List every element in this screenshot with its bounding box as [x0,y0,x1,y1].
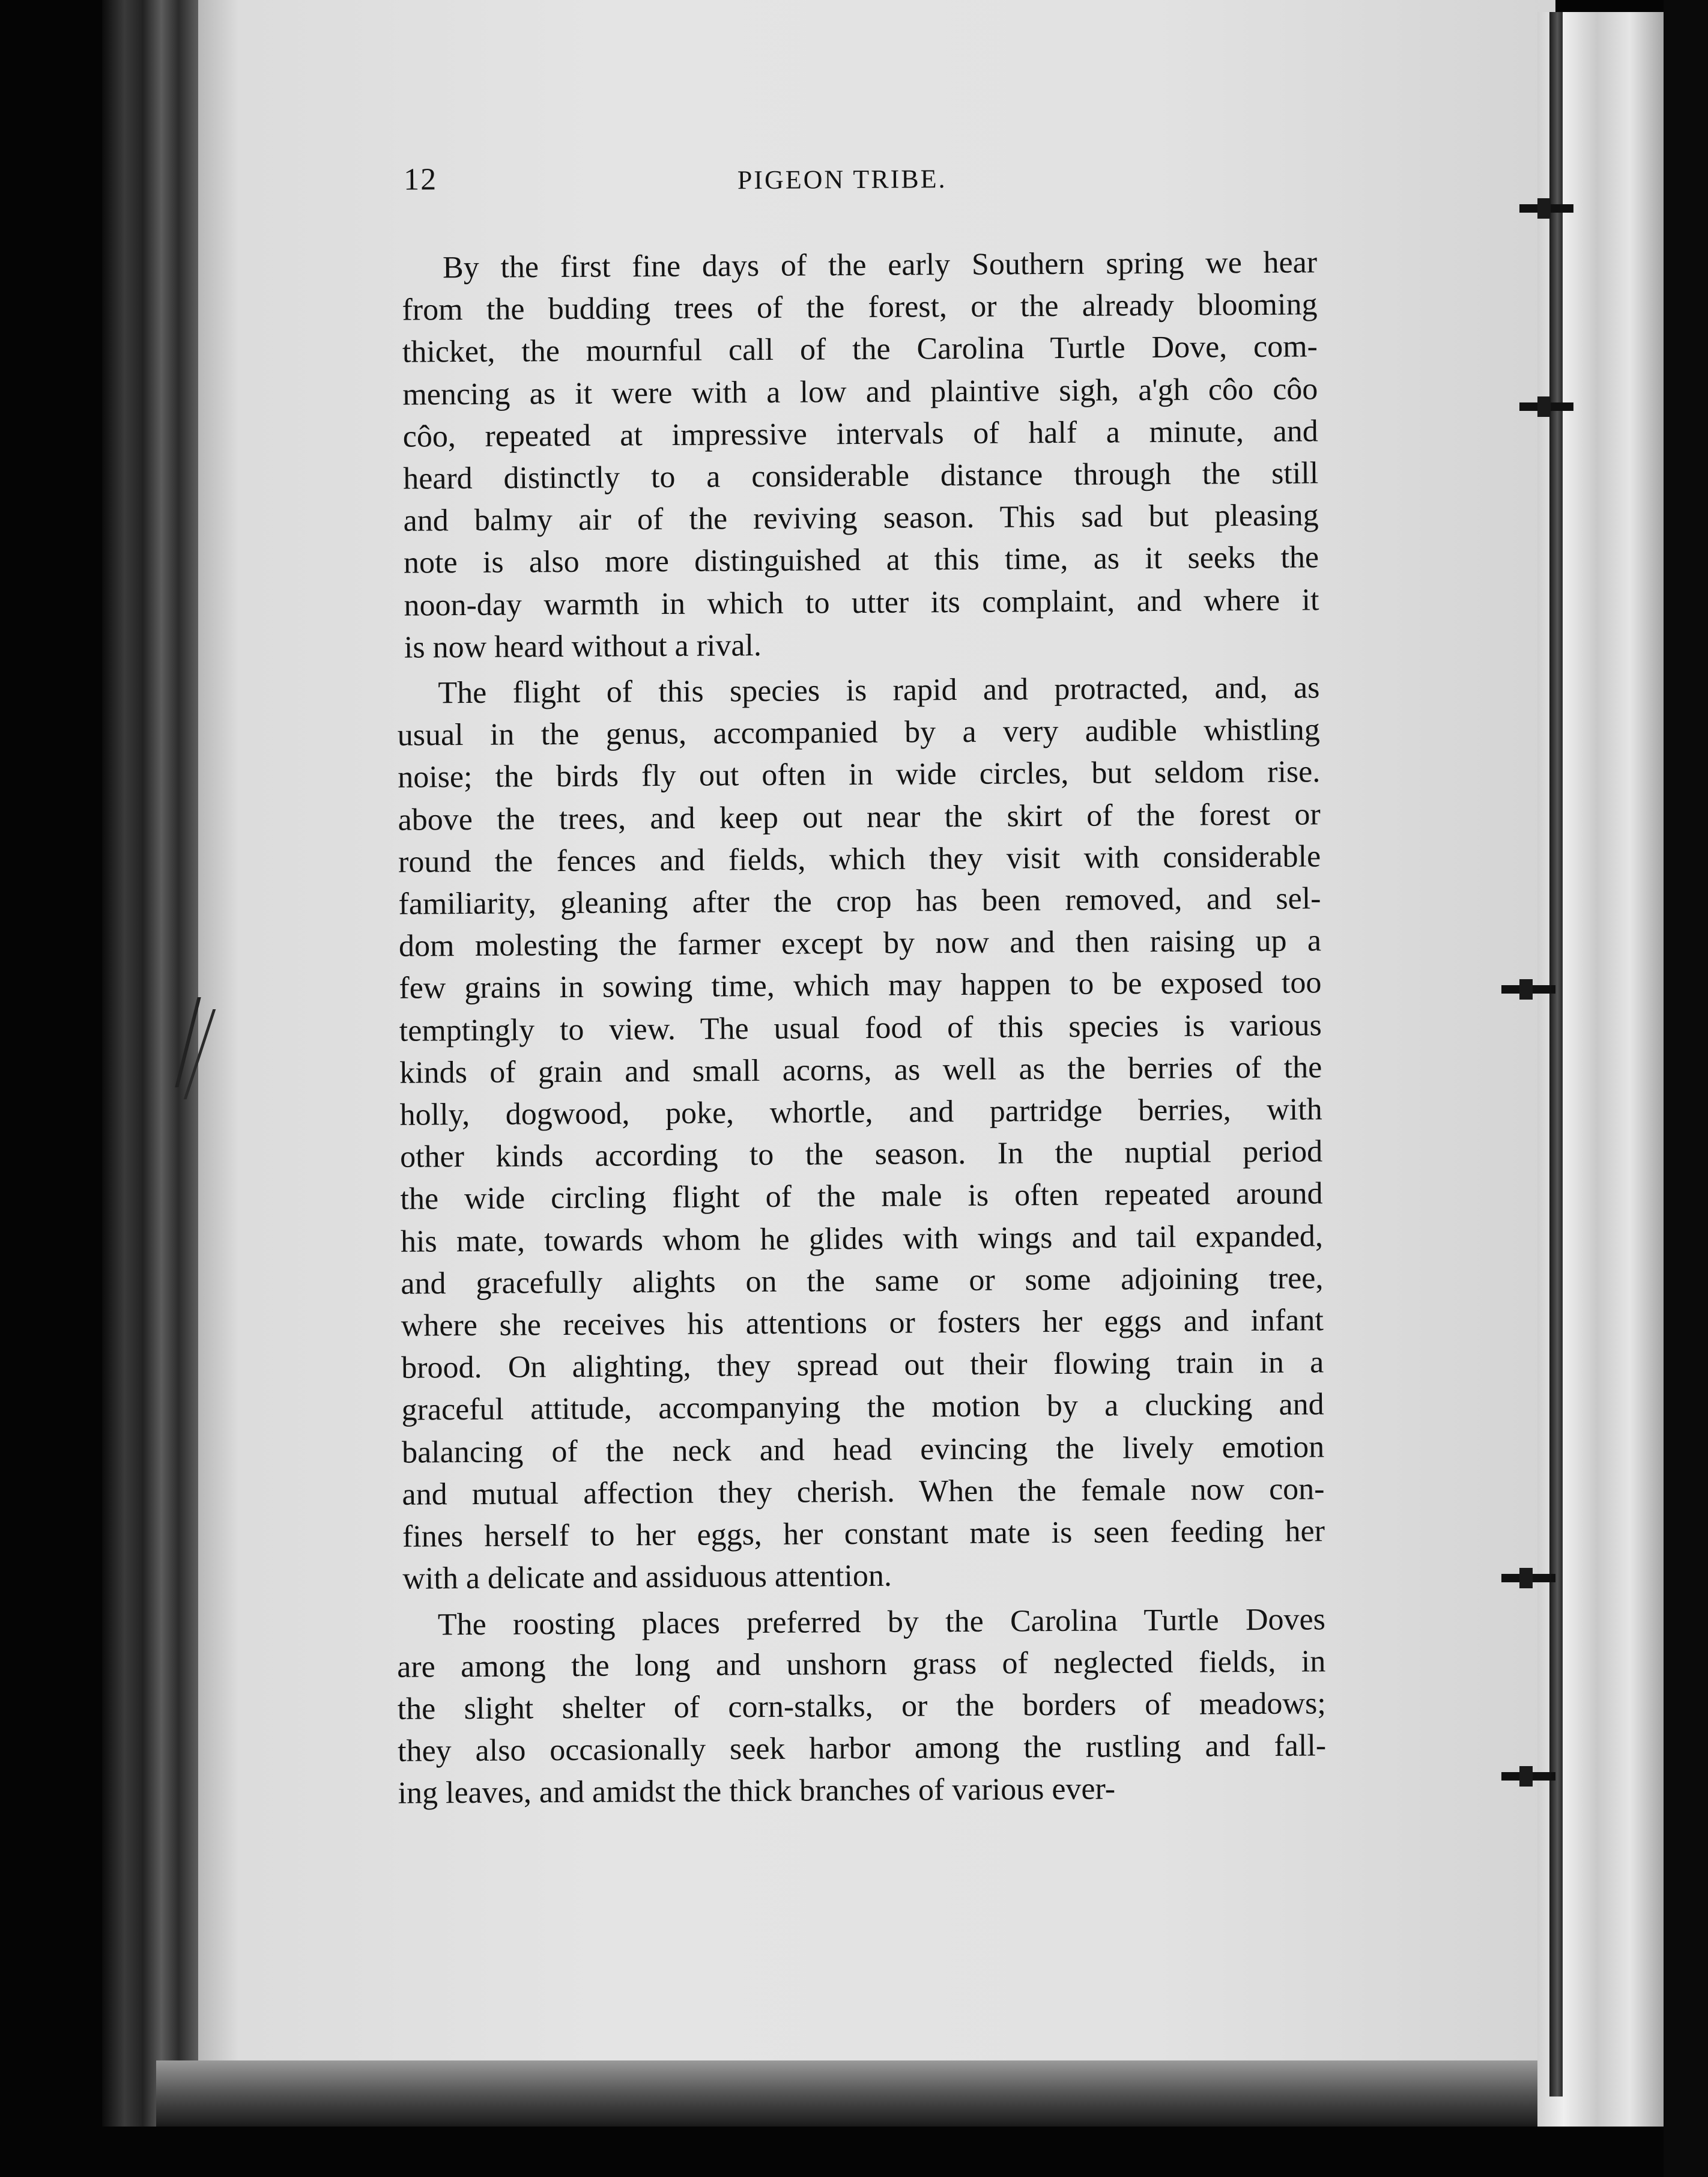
text-line: côo, repeated at impressive intervals of half a minute, and [402,414,1318,454]
text-line: few grains in sowing time, which may happen to be exposed too [399,965,1322,1006]
binding-clip-icon [1519,204,1573,213]
binding-clip-icon [1519,402,1573,411]
text-line: balancing of the neck and head evincing the lively emotion [401,1429,1325,1470]
text-line: The roosting places preferred by the Carolina Turtle Doves [437,1602,1326,1642]
text-line: is now heard without a rival. [404,628,762,665]
text-line: usual in the genus, accompanied by a very audible whistling [397,712,1320,753]
text-line: the slight shelter of corn-stalks, or the borders of meadows; [397,1686,1326,1726]
binding-edge [1549,12,1563,2097]
text-line: his mate, towards whom he glides with wings and tail expanded, [400,1218,1324,1259]
text-line: heard distinctly to a considerable distance through the still [403,456,1319,496]
text-line: kinds of grain and small acorns, as well as the berries of the [399,1050,1322,1090]
binding-clip-icon [1501,1772,1555,1781]
text-line: above the trees, and keep out near the skirt of the forest or [398,797,1321,837]
text-line: graceful attitude, accompanying the motion by a clucking and [401,1387,1324,1428]
text-line: ing leaves, and amidst the thick branches of various ever- [398,1772,1116,1811]
text-line: and mutual affection they cherish. When the female now con- [402,1472,1325,1512]
page-content [368,156,1327,1815]
text-line: and balmy air of the reviving season. This sad but pleasing [403,498,1319,538]
text-line: thicket, the mournful call of the Carolina Turtle Dove, com- [402,329,1318,370]
text-line: and gracefully alights on the same or some adjoining tree, [401,1261,1324,1301]
paragraph [377,1599,1327,1815]
page-header [368,156,1317,216]
text-line: noise; the birds fly out often in wide circles, but seldom rise. [398,755,1321,795]
text-line: fines herself to her eggs, her constant mate is seen feeding her [402,1514,1325,1554]
text-line: The flight of this species is rapid and protracted, and, as [438,670,1320,711]
scan-frame-edge [1664,0,1708,2177]
text-line: from the budding trees of the forest, or the already blooming [402,287,1318,327]
text-line: temptingly to view. The usual food of this species is various [399,1007,1322,1048]
text-line: with a delicate and assiduous attention. [402,1559,892,1596]
text-line: the wide circling flight of the male is often repeated around [400,1176,1323,1217]
text-line: they also occasionally seek harbor among the rustling and fall- [397,1728,1327,1769]
running-title: PIGEON TRIBE. [737,164,947,195]
binding-clip-icon [1501,1574,1555,1582]
text-line: brood. On alighting, they spread out their flowing train in a [401,1345,1324,1385]
page-number: 12 [404,162,438,197]
text-line: note is also more distinguished at this time, as it seeks the [403,540,1319,581]
paragraph [368,241,1319,669]
text-line: By the first fine days of the early Southern spring we hear [442,245,1318,285]
paragraph [371,667,1325,1600]
text-line: other kinds according to the season. In the nuptial period [399,1134,1323,1174]
text-line: holly, dogwood, poke, whortle, and partridge berries, with [399,1092,1322,1132]
page-bottom-shadow [156,2060,1555,2127]
text-line: familiarity, gleaning after the crop has been removed, and sel- [398,881,1321,922]
text-line: are among the long and unshorn grass of neglected fields, in [397,1644,1326,1684]
text-line: noon-day warmth in which to utter its complaint, and where it [404,582,1319,623]
text-line: dom molesting the farmer except by now and then raising up a [398,923,1322,964]
binding-clip-icon [1501,985,1555,994]
text-line: mencing as it were with a low and plaintive sigh, a'gh côo côo [402,371,1318,412]
text-line: round the fences and fields, which they visit with considerable [398,839,1321,879]
text-line: where she receives his attentions or fosters her eggs and infant [401,1303,1324,1343]
